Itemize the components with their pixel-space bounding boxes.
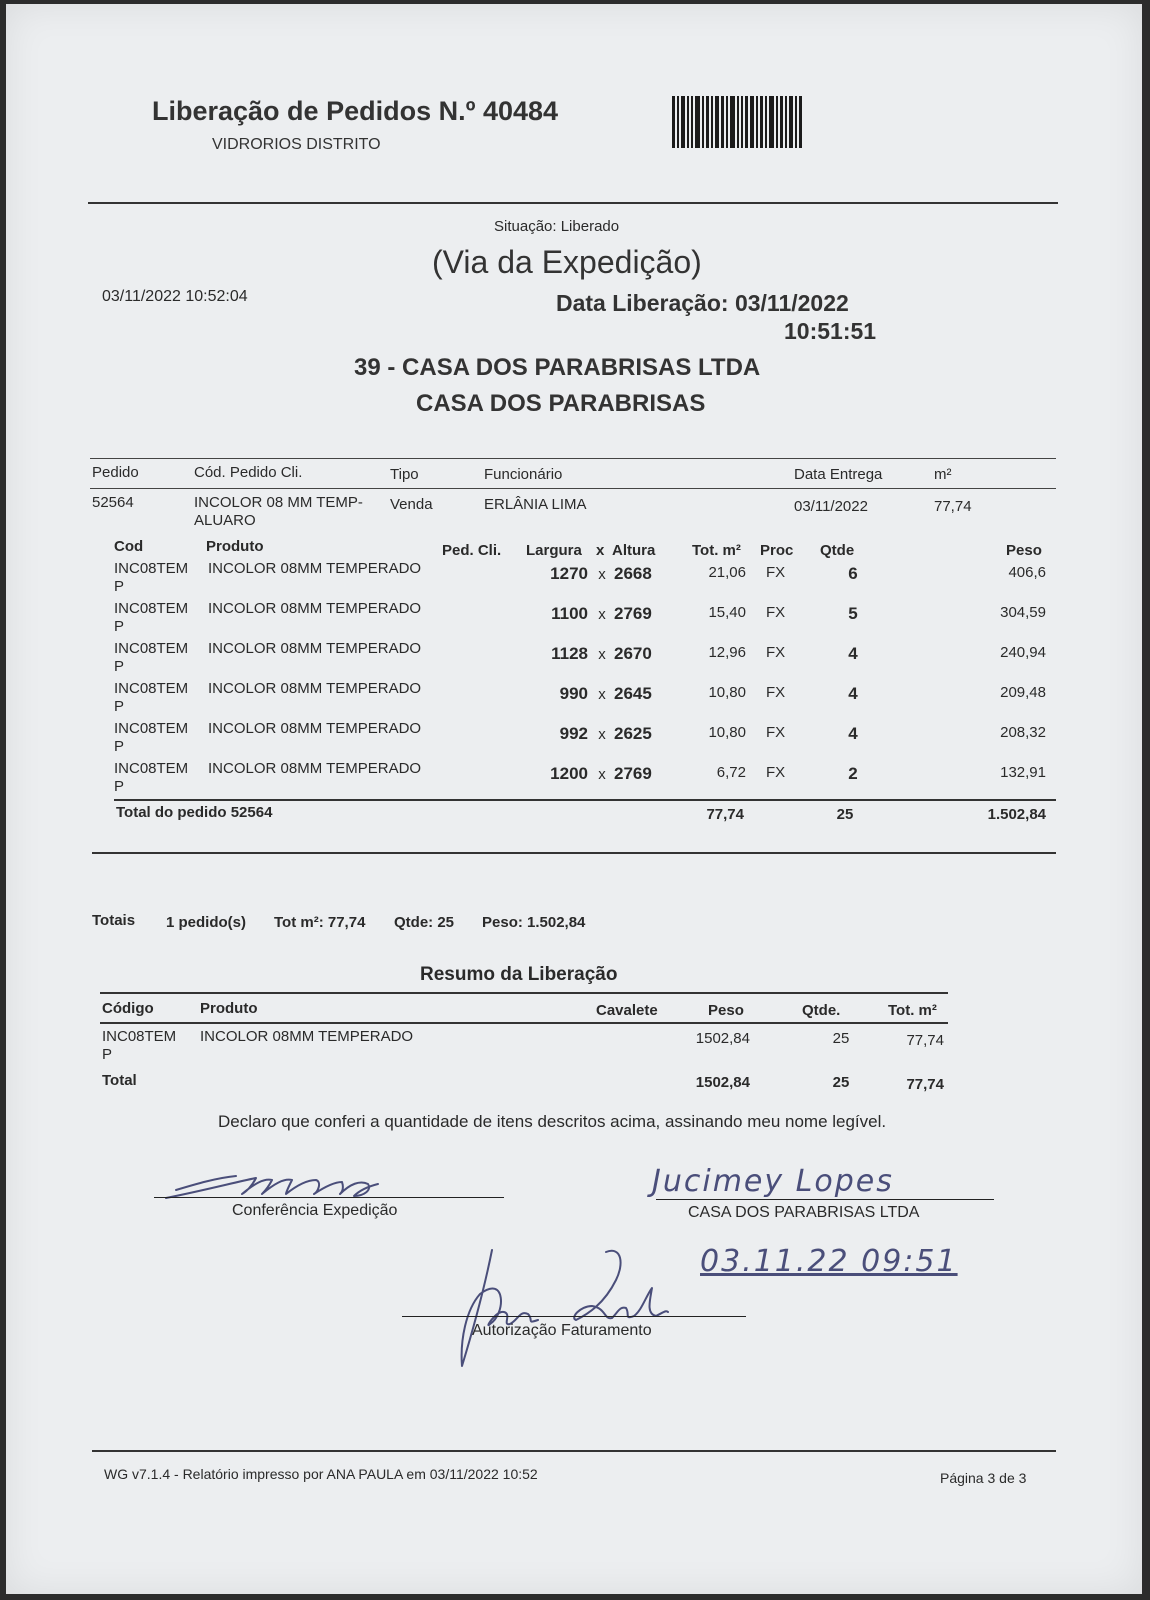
resumo-row-peso: 1502,84 — [695, 1030, 750, 1047]
item-cod: INC08TEM — [114, 760, 189, 777]
situacao: Situação: Liberado — [494, 218, 620, 235]
item-produto: INCOLOR 08MM TEMPERADO — [208, 680, 422, 697]
order-table-top-line — [90, 458, 1056, 459]
barcode-bar — [706, 96, 709, 148]
item-tot-m2: 6,72 — [716, 764, 746, 781]
print-datetime: 03/11/2022 10:52:04 — [102, 288, 248, 305]
resumo-row-codigo-2: P — [102, 1046, 113, 1063]
order-total-peso: 1.502,84 — [987, 806, 1046, 823]
item-x: x — [598, 726, 606, 743]
resumo-col-peso: Peso — [708, 1002, 744, 1019]
items-col-proc: Proc — [760, 542, 794, 559]
item-produto: INCOLOR 08MM TEMPERADO — [208, 560, 422, 577]
barcode-bar — [672, 96, 675, 148]
barcode-bar — [741, 96, 743, 148]
barcode-bar — [737, 96, 739, 148]
items-col-cod: Cod — [114, 538, 144, 555]
order-tipo: Venda — [390, 496, 433, 513]
item-qtde: 6 — [848, 564, 858, 583]
item-x: x — [598, 606, 606, 623]
barcode-bar — [765, 96, 767, 148]
order-total-label: Total do pedido 52564 — [116, 804, 273, 821]
conferencia-label: Conferência Expedição — [232, 1202, 398, 1219]
barcode-bar — [730, 96, 735, 148]
barcode-bar — [760, 96, 763, 148]
item-peso: 209,48 — [1000, 684, 1046, 701]
footer-line — [92, 1450, 1056, 1452]
barcode-bar — [695, 96, 700, 148]
col-cod-pedido-cli: Cód. Pedido Cli. — [194, 464, 303, 481]
item-largura: 1100 — [551, 604, 588, 623]
item-tot-m2: 10,80 — [708, 724, 746, 741]
item-peso: 304,59 — [1000, 604, 1046, 621]
item-cod-suffix: P — [114, 778, 125, 795]
resumo-total-tot-m2: 77,74 — [906, 1076, 944, 1093]
autorizacao-signature — [446, 1240, 676, 1370]
col-tipo: Tipo — [390, 466, 419, 483]
barcode-bar — [681, 96, 685, 148]
item-produto: INCOLOR 08MM TEMPERADO — [208, 640, 422, 657]
item-largura: 990 — [559, 684, 588, 703]
item-altura: 2668 — [614, 564, 652, 583]
document-title: Liberação de Pedidos N.º 40484 — [152, 96, 559, 126]
barcode-bar — [745, 96, 748, 148]
cliente-label: CASA DOS PARABRISAS LTDA — [688, 1204, 920, 1221]
barcode-bar — [691, 96, 693, 148]
item-produto: INCOLOR 08MM TEMPERADO — [208, 760, 422, 777]
item-peso: 208,32 — [1000, 724, 1046, 741]
item-qtde: 2 — [848, 764, 858, 783]
item-x: x — [598, 766, 606, 783]
company-name: VIDRORIOS DISTRITO — [212, 136, 381, 153]
item-largura: 1128 — [551, 644, 588, 663]
totais-label: Totais — [92, 912, 136, 929]
barcode-bar — [776, 96, 778, 148]
item-x: x — [598, 566, 606, 583]
resumo-top-line — [100, 992, 948, 994]
col-m2: m² — [934, 466, 952, 483]
order-section-end-line — [92, 852, 1056, 854]
items-col-altura: Altura — [612, 542, 656, 559]
data-liberacao: Data Liberação: 03/11/2022 — [556, 290, 849, 316]
barcode-bar — [726, 96, 728, 148]
cliente-line — [656, 1199, 994, 1200]
barcode-bar — [702, 96, 704, 148]
totais-peso: Peso: 1.502,84 — [482, 914, 586, 931]
footer-page: Página 3 de 3 — [940, 1470, 1027, 1486]
item-qtde: 4 — [848, 724, 858, 743]
order-total-qtde: 25 — [836, 806, 854, 823]
cliente-signature-text: Jucimey Lopes — [652, 1164, 894, 1199]
resumo-col-codigo: Código — [102, 1000, 154, 1017]
item-cod: INC08TEM — [114, 600, 189, 617]
items-col-produto: Produto — [206, 538, 264, 555]
item-largura: 992 — [559, 724, 588, 743]
resumo-total-peso: 1502,84 — [695, 1074, 750, 1091]
handwritten-date: 03.11.22 09:51 — [700, 1244, 958, 1279]
barcode-bar — [799, 96, 802, 148]
client-fantasia: CASA DOS PARABRISAS — [416, 390, 706, 417]
item-proc: FX — [766, 564, 786, 581]
barcode-bar — [756, 96, 758, 148]
item-produto: INCOLOR 08MM TEMPERADO — [208, 720, 422, 737]
items-col-largura: Largura — [526, 542, 582, 559]
item-cod: INC08TEM — [114, 680, 189, 697]
order-cod-pedido-cli-2: ALUARO — [194, 512, 256, 529]
item-cod-suffix: P — [114, 698, 125, 715]
order-data-entrega: 03/11/2022 — [794, 498, 868, 515]
order-total-m2: 77,74 — [706, 806, 744, 823]
resumo-col-qtde: Qtde. — [802, 1002, 841, 1019]
item-peso: 132,91 — [1000, 764, 1046, 781]
item-cod: INC08TEM — [114, 560, 189, 577]
item-altura: 2769 — [614, 604, 652, 623]
barcode-bar — [769, 96, 774, 148]
hora-liberacao: 10:51:51 — [784, 318, 877, 344]
item-altura: 2670 — [614, 644, 652, 663]
item-altura: 2769 — [614, 764, 652, 783]
item-cod-suffix: P — [114, 658, 125, 675]
resumo-row-produto: INCOLOR 08MM TEMPERADO — [200, 1028, 414, 1045]
barcode-bar — [677, 96, 679, 148]
barcode-bar — [711, 96, 713, 148]
order-pedido: 52564 — [92, 494, 134, 511]
resumo-title: Resumo da Liberação — [420, 964, 618, 985]
header-divider — [88, 202, 1058, 204]
item-proc: FX — [766, 724, 786, 741]
item-x: x — [598, 646, 606, 663]
item-peso: 406,6 — [1008, 564, 1046, 581]
item-cod-suffix: P — [114, 618, 125, 635]
resumo-col-produto: Produto — [200, 1000, 258, 1017]
document-page — [6, 4, 1142, 1594]
resumo-row-qtde: 25 — [832, 1030, 850, 1047]
items-col-ped-cli: Ped. Cli. — [442, 542, 502, 559]
item-tot-m2: 12,96 — [708, 644, 746, 661]
totais-pedidos: 1 pedido(s) — [166, 914, 247, 931]
order-m2: 77,74 — [934, 498, 972, 515]
item-peso: 240,94 — [1000, 644, 1046, 661]
barcode-bar — [687, 96, 689, 148]
item-produto: INCOLOR 08MM TEMPERADO — [208, 600, 422, 617]
col-funcionario: Funcionário — [484, 466, 563, 483]
items-col-tot-m2: Tot. m² — [692, 542, 741, 559]
item-qtde: 4 — [848, 684, 858, 703]
item-tot-m2: 15,40 — [708, 604, 746, 621]
totais-qtde: Qtde: 25 — [394, 914, 455, 931]
col-pedido: Pedido — [92, 464, 139, 481]
item-tot-m2: 21,06 — [708, 564, 746, 581]
resumo-col-cavalete: Cavalete — [596, 1002, 658, 1019]
items-col-x: x — [596, 542, 605, 559]
item-cod: INC08TEM — [114, 720, 189, 737]
resumo-col-tot-m2: Tot. m² — [888, 1002, 937, 1019]
resumo-total-qtde: 25 — [832, 1074, 850, 1091]
item-proc: FX — [766, 684, 786, 701]
item-altura: 2645 — [614, 684, 652, 703]
items-total-line — [114, 799, 1056, 801]
item-altura: 2625 — [614, 724, 652, 743]
item-proc: FX — [766, 764, 786, 781]
barcode-bar — [715, 96, 719, 148]
barcode-bar — [795, 96, 797, 148]
footer-left: WG v7.1.4 - Relatório impresso por ANA PAULA em 03/11/2022 10:52 — [104, 1466, 538, 1482]
autorizacao-line — [402, 1316, 746, 1317]
items-col-peso: Peso — [1006, 542, 1042, 559]
barcode-bar — [721, 96, 724, 148]
totais-m2: Tot m²: 77,74 — [274, 914, 366, 931]
col-data-entrega: Data Entrega — [794, 466, 883, 483]
item-cod: INC08TEM — [114, 640, 189, 657]
resumo-total-label: Total — [102, 1072, 137, 1089]
resumo-header-line — [100, 1022, 948, 1024]
conferencia-line — [154, 1197, 504, 1198]
resumo-row-codigo-1: INC08TEM — [102, 1028, 177, 1045]
item-qtde: 5 — [848, 604, 858, 623]
barcode-bar — [785, 96, 787, 148]
client-name: 39 - CASA DOS PARABRISAS LTDA — [354, 354, 761, 381]
autorizacao-label: Autorização Faturamento — [472, 1322, 652, 1339]
item-proc: FX — [766, 604, 786, 621]
item-tot-m2: 10,80 — [708, 684, 746, 701]
barcode-bar — [750, 96, 754, 148]
declaration-text: Declaro que conferi a quantidade de itens descritos acima, assinando meu nome legível. — [218, 1112, 887, 1131]
order-cod-pedido-cli-1: INCOLOR 08 MM TEMP- — [194, 494, 363, 511]
item-cod-suffix: P — [114, 578, 125, 595]
order-header-line — [90, 488, 1056, 489]
item-qtde: 4 — [848, 644, 858, 663]
order-funcionario: ERLÂNIA LIMA — [484, 496, 587, 513]
item-proc: FX — [766, 644, 786, 661]
items-col-qtde: Qtde — [820, 542, 855, 559]
via-title: (Via da Expedição) — [432, 244, 702, 280]
barcode-bar — [780, 96, 783, 148]
barcode — [672, 96, 848, 148]
barcode-bar — [789, 96, 793, 148]
item-largura: 1270 — [550, 564, 588, 583]
item-largura: 1200 — [550, 764, 588, 783]
item-cod-suffix: P — [114, 738, 125, 755]
resumo-row-tot-m2: 77,74 — [906, 1032, 944, 1049]
item-x: x — [598, 686, 606, 703]
